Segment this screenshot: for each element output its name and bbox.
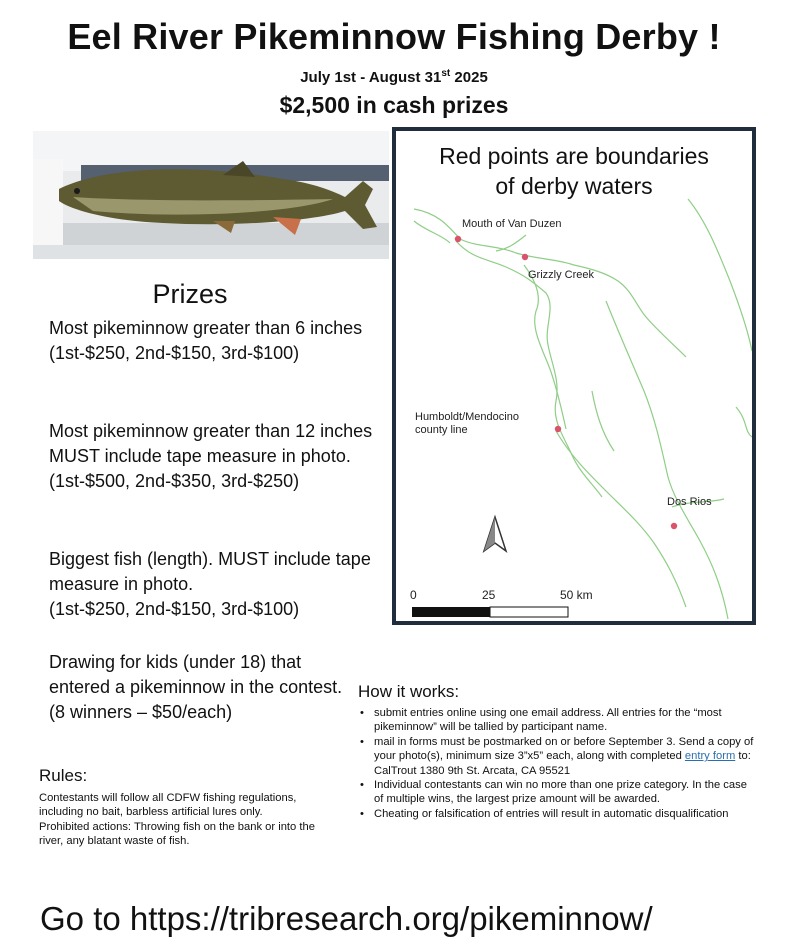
how-item-mail <box>358 735 758 778</box>
prize-kids-drawing: Drawing for kids (under 18) that entered a pikeminnow in the contest. (8 winners – $50/each) <box>49 652 343 722</box>
label-county-line-2: county line <box>415 424 468 436</box>
how-item-online: • submit entries online using one email address. All entries for the “most pikeminnow” will be tallied by participant name. <box>358 706 758 735</box>
label-county-line-1: Humboldt/Mendocino <box>415 411 519 423</box>
dates-prefix: July 1st - August 31 <box>300 69 442 86</box>
prizes-heading: Prizes <box>152 279 228 309</box>
dates-suffix: 2025 <box>450 69 488 86</box>
how-item-mail-text-a: mail in forms must be postmarked on or before September 3. Send a copy of your photo(s), minimum size 3”x5” each, along with completed <box>374 735 754 763</box>
rules-text <box>39 791 339 849</box>
label-mouth-of-van-duzen: Mouth of Van Duzen <box>462 218 562 230</box>
prize-most-12-inches-text: Most pikeminnow greater than 12 inches MUST include tape measure in photo. <box>49 421 373 466</box>
boundary-point-dos-rios <box>671 523 677 529</box>
boundary-point-grizzly-creek <box>522 254 528 260</box>
scale-bar <box>412 607 568 617</box>
rules-line-regulations: Contestants will follow all CDFW fishing regulations, including no bait, barbless artificial lures only. <box>39 792 297 819</box>
boundary-point-county-line <box>555 426 561 432</box>
label-grizzly-creek: Grizzly Creek <box>528 269 595 281</box>
prize-most-12-inches-amounts: (1st-$500, 2nd-$350, 3rd-$250) <box>49 471 300 491</box>
page-title: Eel River Pikeminnow Fishing Derby ! <box>67 16 721 57</box>
how-item-one-prize: • Individual contestants can win no more than one prize category. In the case of multiple wins, the largest prize amount will be awarded. <box>358 778 758 807</box>
prize-most-6-inches <box>49 316 379 366</box>
scale-tick-0: 0 <box>410 588 417 602</box>
rules-heading: Rules: <box>39 766 88 785</box>
rules-line-prohibited: Prohibited actions: Throwing fish on the bank or into the river, any blatant waste of fish. <box>39 820 315 848</box>
label-county-line <box>415 411 519 437</box>
scale-tick-50: 50 km <box>560 588 593 602</box>
map-heading-line2: of derby waters <box>495 173 653 199</box>
prize-most-6-inches-text: Most pikeminnow greater than 6 inches <box>49 318 363 338</box>
prize-most-12-inches <box>49 419 379 494</box>
how-it-works-list <box>358 706 758 821</box>
pikeminnow-fish-photo <box>33 131 389 259</box>
how-item-cheating: • Cheating or falsification of entries will result in automatic disqualification <box>358 807 758 821</box>
entry-form-link[interactable]: entry form <box>684 750 736 763</box>
derby-waters-map <box>392 127 756 625</box>
dates-ordinal: st <box>441 68 451 79</box>
map-heading-line1: Red points are boundaries <box>439 143 709 169</box>
boundary-point-mouth-van-duzen <box>455 236 461 242</box>
cash-prizes-subtitle: $2,500 in cash prizes <box>279 92 509 118</box>
how-it-works-heading: How it works: <box>358 682 460 701</box>
website-link-text: Go to https://tribresearch.org/pikeminnow/ <box>40 900 653 937</box>
how-item-mail-text-b: to: CalTrout 1380 9th St. Arcata, CA 95521 <box>374 750 751 777</box>
north-arrow-icon <box>484 517 506 551</box>
river-map-drawing <box>396 131 752 621</box>
derby-dates <box>0 68 788 86</box>
prize-most-6-inches-amounts: (1st-$250, 2nd-$150, 3rd-$100) <box>49 343 300 363</box>
prize-biggest-fish-amounts: (1st-$250, 2nd-$150, 3rd-$100) <box>49 599 300 619</box>
label-dos-rios: Dos Rios <box>667 496 712 508</box>
scale-tick-25: 25 <box>482 588 496 602</box>
prize-biggest-fish <box>49 547 379 622</box>
river-lines <box>414 199 752 619</box>
prize-biggest-fish-text: Biggest fish (length). MUST include tape measure in photo. <box>49 549 371 594</box>
